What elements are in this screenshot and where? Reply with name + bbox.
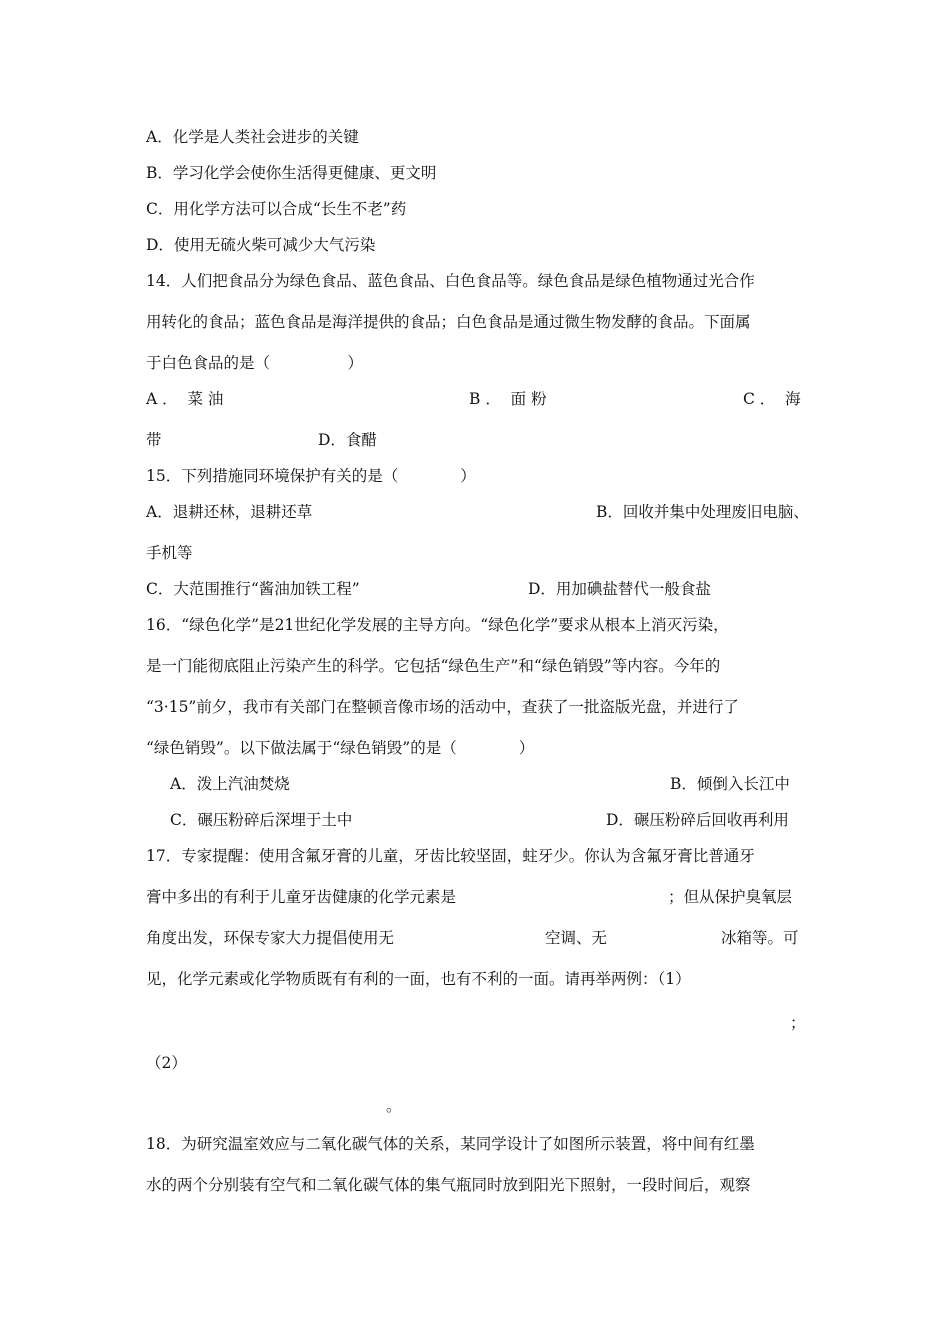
q14-option-c-continued: 带 [146,431,162,449]
q14-option-d: D．食醋 [318,431,377,449]
q18-stem-line1: 18．为研究温室效应与二氧化碳气体的关系，某同学设计了如图所示装置，将中间有红墨 [146,1135,755,1153]
q17-blank2-end: 。 [386,1097,402,1115]
q17-part2-label: （2） [146,1054,187,1072]
q17-stem-line4: 见，化学元素或化学物质既有有利的一面，也有不利的一面。请再举两例：（1） [146,970,691,988]
q17-stem-line2: 膏中多出的有利于儿童牙齿健康的化学元素是 [146,888,457,906]
q15-option-b: B．回收并集中处理废旧电脑、 [596,503,809,521]
q15-option-c: C．大范围推行“酱油加铁工程” [146,580,360,598]
q14-option-b: B ． 面 粉 [469,390,547,408]
q16-stem-line2: 是一门能彻底阻止污染产生的科学。它包括“绿色生产”和“绿色销毁”等内容。今年的 [146,657,721,675]
q15-option-a: A．退耕还林，退耕还草 [146,503,313,521]
q17-stem-line3: 角度出发，环保专家大力提倡使用无 [146,929,395,947]
q18-stem-line2: 水的两个分别装有空气和二氧化碳气体的集气瓶同时放到阳光下照射，一段时间后，观察 [146,1176,751,1194]
q15-stem: 15．下列措施同环境保护有关的是（ ） [146,467,476,485]
q17-stem-line2-tail: ；但从保护臭氧层 [668,888,793,906]
q14-stem-line2: 用转化的食品；蓝色食品是海洋提供的食品；白色食品是通过微生物发酵的食品。下面属 [146,313,751,331]
q17-stem-line1: 17．专家提醒：使用含氟牙膏的儿童，牙齿比较坚固，蛀牙少。你认为含氟牙膏比普通牙 [146,847,755,865]
q14-stem-line1: 14．人们把食品分为绿色食品、蓝色食品、白色食品等。绿色食品是绿色植物通过光合作 [146,272,755,290]
q13-option-b: B．学习化学会使你生活得更健康、更文明 [146,164,437,182]
q16-stem-line1: 16．“绿色化学”是21世纪化学发展的主导方向。“绿色化学”要求从根本上消灭污染， [146,616,729,634]
q16-option-d: D．碾压粉碎后回收再利用 [606,811,789,829]
q14-option-c: C ． 海 [743,390,801,408]
q13-option-a: A．化学是人类社会进步的关键 [146,128,359,146]
q16-option-c: C．碾压粉碎后深埋于土中 [170,811,353,829]
q16-option-b: B．倾倒入长江中 [670,775,790,793]
q15-option-d: D．用加碘盐替代一般食盐 [528,580,711,598]
q16-option-a: A．泼上汽油焚烧 [170,775,290,793]
q16-stem-line3: “3·15”前夕，我市有关部门在整顿音像市场的活动中，查获了一批盗版光盘，并进行了 [146,698,739,716]
q15-option-b-continued: 手机等 [146,544,193,562]
q17-blank1-end: ； [790,1014,806,1032]
q16-stem-line4: “绿色销毁”。以下做法属于“绿色销毁”的是（ ） [146,739,535,757]
q14-option-a: A ． 菜 油 [146,390,224,408]
q13-option-c: C．用化学方法可以合成“长生不老”药 [146,200,407,218]
q14-stem-line3: 于白色食品的是（ ） [146,354,364,372]
q17-stem-line3-mid: 空调、无 [545,929,608,947]
q13-option-d: D．使用无硫火柴可减少大气污染 [146,236,376,254]
q17-stem-line3-tail: 冰箱等。可 [721,929,799,947]
